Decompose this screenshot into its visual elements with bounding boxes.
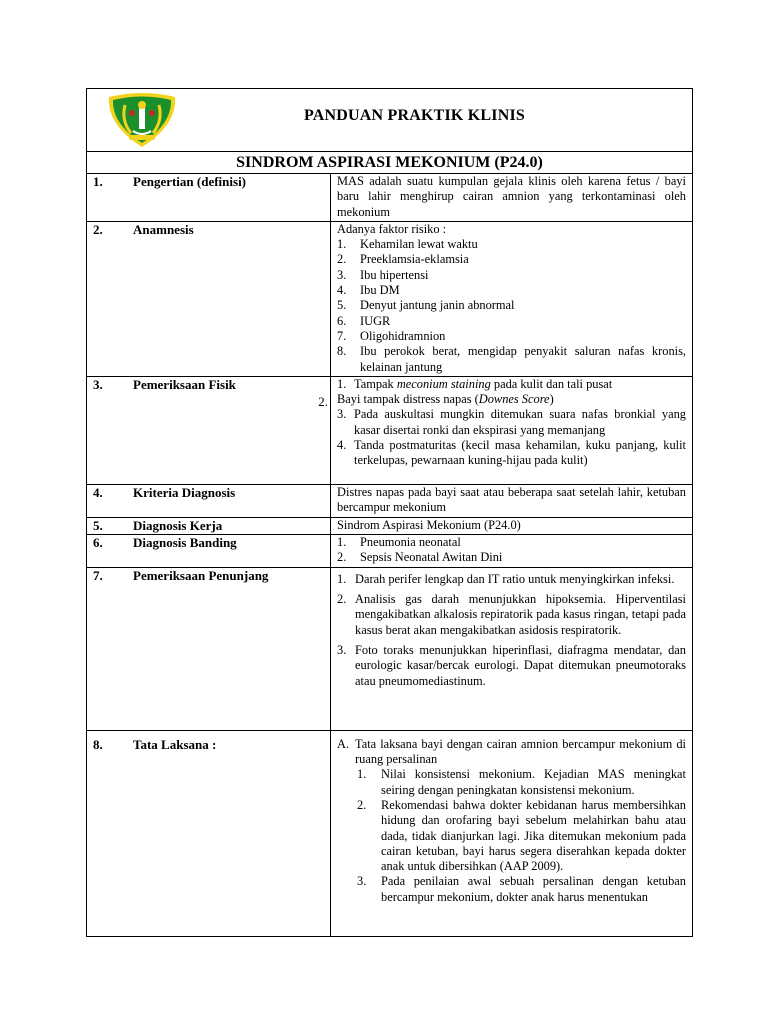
list-item: 2. Preeklamsia-eklamsia <box>337 252 469 267</box>
list-item: 1. Tampak meconium staining pada kulit dan tali pusat <box>337 376 613 391</box>
section-label: Pemeriksaan Penunjang <box>133 567 331 730</box>
section-number: 6. <box>87 535 133 568</box>
list-item: 3. Pada auskultasi mungkin ditemukan suara nafas bronkial yang kasar disertai ronki dan ekspirasi yang memanjang <box>337 407 686 437</box>
list-item: 4. Ibu DM <box>337 283 400 298</box>
section-content: MAS adalah suatu kumpulan gejala klinis oleh karena fetus / bayi baru lahir menghirup cairan amnion yang terkontaminasi oleh mekonium <box>337 174 686 219</box>
section-label: Tata Laksana : <box>133 730 331 936</box>
page-title: PANDUAN PRAKTIK KLINIS <box>303 107 525 124</box>
section-label: Anamnesis <box>133 221 331 376</box>
stray-list-number: 2. <box>318 393 328 409</box>
list-item: Bayi tampak distress napas (Downes Score) <box>337 392 554 407</box>
table-row <box>87 517 692 534</box>
section-content <box>331 567 693 730</box>
regional-emblem-logo <box>87 89 197 151</box>
section-label-text: Pemeriksaan Fisik <box>133 376 236 392</box>
section-number: 2. <box>87 221 133 376</box>
list-item: 6. IUGR <box>337 313 391 328</box>
section-content <box>331 221 693 376</box>
list-intro: Adanya faktor risiko : <box>337 221 447 236</box>
list-item: 7. Oligohidramnion <box>337 328 446 343</box>
table-row <box>87 484 692 517</box>
section-label <box>133 376 331 484</box>
section-content: Sindrom Aspirasi Mekonium (P24.0) <box>331 517 693 534</box>
list-item: A. Tata laksana bayi dengan cairan amnion bercampur mekonium di ruang persalinan <box>337 736 686 767</box>
section-content: Distres napas pada bayi saat atau beberapa saat setelah lahir, ketuban bercampur mekonium <box>331 484 693 517</box>
section-content <box>331 376 693 484</box>
list-item: 2. Analisis gas darah menunjukkan hipoksemia. Hiperventilasi mengakibatkan alkalosis repiratorik pada kasus ringan, tetapi pada kasus berat akan mengakibatkan asidosis respiratorik. <box>337 592 686 637</box>
section-number: 5. <box>87 517 133 534</box>
list-item: 3. Foto toraks menunjukkan hiperinflasi, diafragma mendatar, dan eurologic kasar/bercak eurologi. Dapat ditemukan pneumotoraks atau pneumomediastinum. <box>337 642 686 688</box>
sub-list <box>337 767 686 905</box>
section-label: Pengertian (definisi) <box>133 174 331 221</box>
section-label: Diagnosis Banding <box>133 535 331 568</box>
list-item: 1. Kehamilan lewat waktu <box>337 237 478 252</box>
document-header <box>87 89 692 152</box>
list-item: 1. Pneumonia neonatal <box>337 535 461 550</box>
section-label: Diagnosis Kerja <box>133 517 331 534</box>
section-number: 3. <box>87 376 133 484</box>
list-item: 5. Denyut jantung janin abnormal <box>337 298 515 313</box>
table-row <box>87 221 692 376</box>
list-item: 1. Nilai konsistensi mekonium. Kejadian MAS meningkat seiring dengan peningkatan konsistensi mekonium. <box>357 767 686 797</box>
section-content <box>331 535 693 568</box>
section-number: 7. <box>87 567 133 730</box>
list-item: 4. Tanda postmaturitas (kecil masa kehamilan, kuku panjang, kulit terkelupas, pewarnaan kuning-hijau pada kulit) <box>337 438 686 468</box>
table-row <box>87 174 692 221</box>
table-row <box>87 376 692 484</box>
section-label: Kriteria Diagnosis <box>133 484 331 517</box>
section-content <box>331 730 693 936</box>
list-item: 2. Sepsis Neonatal Awitan Dini <box>337 550 503 565</box>
section-number: 4. <box>87 484 133 517</box>
table-row <box>87 730 692 936</box>
document-subtitle: SINDROM ASPIRASI MEKONIUM (P24.0) <box>87 152 692 174</box>
section-number: 8. <box>87 730 133 936</box>
list-item: 2. Rekomendasi bahwa dokter kebidanan harus membersihkan hidung dan orofaring bayi sebelum melahirkan bahu atau dada, tidak dianjurkan lagi. Jika ditemukan mekonium pada cairan ketuban, bayi harus segera diserahkan kepada dokter anak untuk dibersihkan (AAP 2009). <box>357 797 686 874</box>
list-item: 3. Pada penilaian awal sebuah persalinan dengan ketuban bercampur mekonium, dokter anak harus menentukan <box>357 874 686 904</box>
section-number: 1. <box>93 174 103 189</box>
list-item: 8. Ibu perokok berat, mengidap penyakit saluran nafas kronis, kelainan jantung <box>337 344 686 374</box>
table-row <box>87 535 692 568</box>
table-row <box>87 567 692 730</box>
list-item: 3. Ibu hipertensi <box>337 267 429 282</box>
guideline-table <box>87 174 692 936</box>
list-item: 1. Darah perifer lengkap dan IT ratio untuk menyingkirkan infeksi. <box>337 571 675 586</box>
clinical-guideline-document <box>86 88 693 937</box>
